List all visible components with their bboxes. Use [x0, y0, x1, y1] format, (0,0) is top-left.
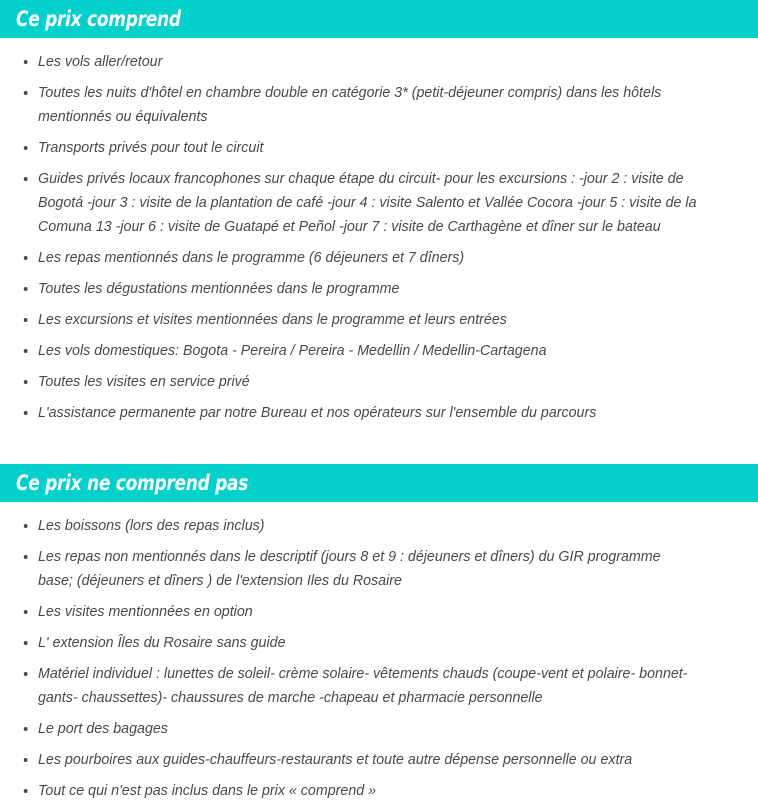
list-item: L' extension Îles du Rosaire sans guide [0, 631, 703, 655]
list-item: Les vols domestiques: Bogota - Pereira / Pereira - Medellin / Medellin-Cartagena [0, 339, 703, 363]
not-included-list [0, 514, 754, 803]
list-item: Toutes les dégustations mentionnées dans le programme [0, 277, 703, 301]
section-body-included [0, 38, 758, 425]
section-not-included [0, 464, 758, 803]
list-item: Matériel individuel : lunettes de soleil- crème solaire- vêtements chauds (coupe-vent et polaire- bonnet- gants- chaussettes)- chaussures de marche -chapeau et pharmacie personnelle [0, 662, 703, 710]
section-header-not-included [0, 464, 758, 502]
section-header-included [0, 0, 758, 38]
list-item: Les vols aller/retour [0, 50, 703, 74]
section-title-not-included: Ce prix ne comprend pas [16, 470, 249, 495]
list-item: Les repas mentionnés dans le programme (6 déjeuners et 7 dîners) [0, 246, 703, 270]
list-item: L'assistance permanente par notre Bureau et nos opérateurs sur l'ensemble du parcours [0, 401, 703, 425]
list-item: Transports privés pour tout le circuit [0, 136, 703, 160]
list-item: Les excursions et visites mentionnées dans le programme et leurs entrées [0, 308, 703, 332]
list-item: Toutes les nuits d'hôtel en chambre double en catégorie 3* (petit-déjeuner compris) dans les hôtels mentionnés ou équivalents [0, 81, 703, 129]
list-item: Les visites mentionnées en option [0, 600, 703, 624]
list-item: Les pourboires aux guides-chauffeurs-restaurants et toute autre dépense personnelle ou extra [0, 748, 703, 772]
list-item: Toutes les visites en service privé [0, 370, 703, 394]
list-item: Les boissons (lors des repas inclus) [0, 514, 703, 538]
section-body-not-included [0, 502, 758, 803]
list-item: Le port des bagages [0, 717, 703, 741]
section-spacer [0, 432, 758, 464]
section-title-included: Ce prix comprend [16, 6, 181, 31]
list-item: Guides privés locaux francophones sur chaque étape du circuit- pour les excursions : -jour 2 : visite de Bogotá -jour 3 : visite de la plantation de café -jour 4 : visite Salento et Vallée Cocora -jour 5 : visite de la Comuna 13 -jour 6 : visite de Guatapé et Peñol -jour 7 : visite de Carthagène et dîner sur le bateau [0, 167, 703, 239]
list-item: Tout ce qui n'est pas inclus dans le prix « comprend » [0, 779, 703, 803]
list-item: Les repas non mentionnés dans le descriptif (jours 8 et 9 : déjeuners et dîners) du GIR programme base; (déjeuners et dîners ) de l'extension Iles du Rosaire [0, 545, 703, 593]
included-list [0, 50, 754, 425]
